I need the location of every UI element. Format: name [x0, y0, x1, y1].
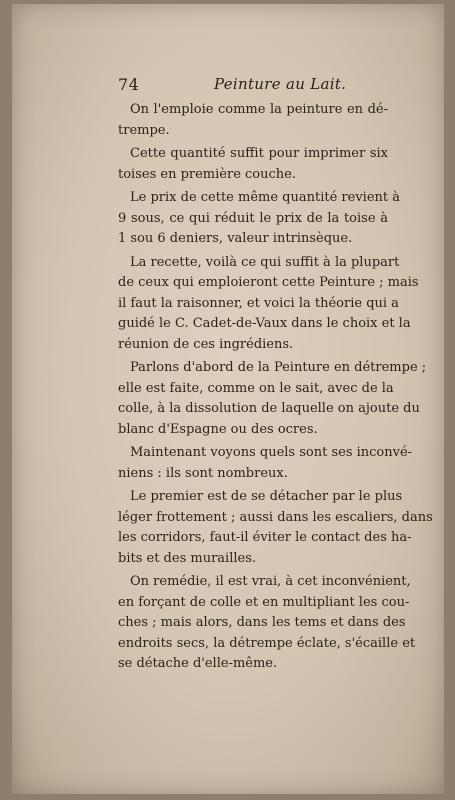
text-line: réunion de ces ingrédiens.: [118, 336, 294, 352]
paragraph: [118, 188, 401, 250]
text-line: ches ; mais alors, dans les tems et dans des: [118, 615, 406, 630]
text-line: les corridors, faut-il éviter le contact des ha-: [118, 530, 412, 545]
paragraph: [118, 443, 413, 484]
text-line: bits et des murailles.: [118, 550, 257, 566]
text-line: colle, à la dissolution de laquelle on ajoute du: [118, 401, 420, 416]
paragraph: [118, 144, 388, 185]
page-number: 74: [118, 75, 140, 94]
text-line: Parlons d'abord de la Peinture en détrempe ;: [130, 360, 427, 375]
text-line: Maintenant voyons quels sont ses inconvé-: [130, 445, 413, 460]
paragraph: [118, 100, 388, 141]
text-line: guidé le C. Cadet-de-Vaux dans le choix et la: [118, 316, 411, 331]
text-line: On l'emploie comme la peinture en dé-: [130, 102, 388, 117]
paragraph: [118, 358, 427, 440]
paragraph: [118, 487, 433, 569]
book-page: [12, 4, 444, 794]
running-title: Peinture au Lait.: [214, 75, 347, 93]
text-line: blanc d'Espagne ou des ocres.: [118, 421, 318, 437]
text-line: Cette quantité suffit pour imprimer six: [130, 146, 388, 161]
page-header: [118, 75, 388, 99]
text-line: Le prix de cette même quantité revient à: [130, 190, 401, 205]
text-line: toises en première couche.: [118, 166, 296, 182]
text-line: léger frottement ; aussi dans les escaliers, dans: [118, 509, 433, 525]
text-line: On remédie, il est vrai, à cet inconvénient,: [130, 574, 411, 589]
text-line: La recette, voilà ce qui suffit à la plupart: [130, 254, 400, 270]
text-line: il faut la raisonner, et voici la théorie qui a: [118, 295, 399, 311]
text-line: de ceux qui emploieront cette Peinture ; mais: [118, 275, 419, 290]
paragraph: [118, 572, 416, 675]
text-line: 9 sous, ce qui réduit le prix de la toise à: [118, 210, 388, 226]
text-line: elle est faite, comme on le sait, avec de la: [118, 380, 394, 396]
paragraph: [118, 253, 419, 356]
text-line: en forçant de colle et en multipliant les cou-: [118, 594, 410, 610]
text-line: se détache d'elle-même.: [118, 656, 278, 671]
text-line: endroits secs, la détrempe éclate, s'écaille et: [118, 635, 416, 651]
text-line: trempe.: [118, 122, 170, 138]
text-line: niens : ils sont nombreux.: [118, 465, 288, 481]
text-line: Le premier est de se détacher par le plus: [130, 489, 403, 504]
body-text: [118, 100, 433, 678]
text-line: 1 sou 6 deniers, valeur intrinsèque.: [118, 231, 353, 246]
